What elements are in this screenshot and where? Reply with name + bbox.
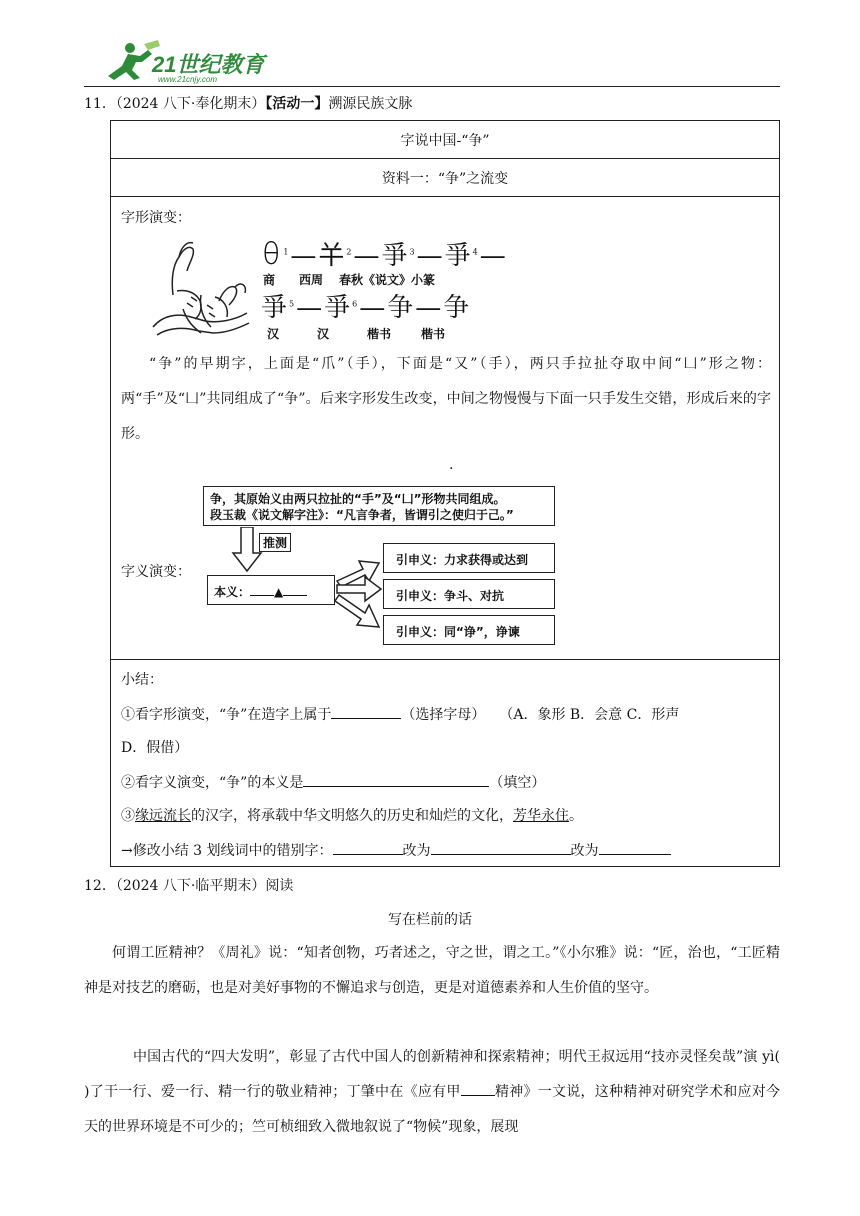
- branch-arrows-icon: [335, 547, 383, 661]
- activity-topic: 溯源民族文脉: [328, 96, 413, 112]
- summary-item-4: →修改小结 3 划线词中的错别字： 改为 改为: [121, 840, 671, 861]
- glyph-3: 爭: [381, 241, 410, 271]
- summary-title: 小结：: [121, 672, 163, 688]
- question-source: （2024 八下·奉化期末）: [115, 96, 266, 112]
- material-title: 资料一：“争”之流变: [111, 159, 780, 197]
- era-row-top: 商 西周 春秋《说文》小篆: [263, 273, 436, 287]
- question-label: 阅读: [265, 878, 294, 894]
- form-label: 字形演变：: [121, 210, 191, 226]
- activity-label: 【活动一】: [265, 96, 329, 112]
- glyph-row-bottom: 爭$^5$—爭$^6$—争—争: [261, 293, 472, 323]
- era-row-bottom: 汉 汉 楷书 楷书: [267, 327, 446, 341]
- article-paragraph-1: 何谓工匠精神？《周礼》说：“知者创物，巧者述之，守之世，谓之工。”《小尔雅》说：“匠，治也，“工匠精神是对技艺的磨砺，也是对美好事物的不懈追求与创造，更是对道德素养和人生价值的坚守。: [84, 945, 780, 996]
- meaning-label: 字义演变：: [121, 564, 191, 580]
- article-paragraph-2: 中国古代的“四大发明”，彰显了古代中国人的创新精神和探索精神；明代王叔远用“技亦灵怪矣哉”演 yì( )了干一行、爱一行、精一行的敬业精神；丁肇中在《应有甲 精神》一文说，这种精神对研究学术和应对今天的世界环境是不可少的；竺可桢细致入微地叙说了“物候”现象，展现: [84, 1049, 781, 1135]
- summary-item-3: ③缘远流长的汉字，将承载中华文明悠久的历史和灿烂的文化，芳华永住。: [121, 808, 583, 824]
- glyph-5: 爭: [261, 293, 290, 323]
- question-11-table: [110, 120, 780, 867]
- logo: [100, 36, 270, 86]
- answer-blank-1[interactable]: [331, 704, 401, 719]
- question-12-header: [84, 876, 293, 896]
- answer-blank-3[interactable]: [333, 840, 403, 855]
- glyph-8: 争: [443, 293, 472, 323]
- logo-text: 21世纪教育: [152, 52, 265, 77]
- question-number: 11．: [84, 96, 116, 112]
- answer-blank-4[interactable]: [431, 840, 571, 855]
- underlined-word-1: 缘远流长: [135, 808, 191, 824]
- glyph-row-top: ꆪ$^1$—𢆉$^2$—爭$^3$—爭$^4$—: [261, 241, 508, 271]
- question-11-header: [84, 94, 412, 114]
- question-source: （2024 八下·临平期末）: [115, 878, 266, 894]
- extended-meaning-2: 引申义：争斗、对抗: [383, 579, 555, 609]
- meaning-source-box: 争，其原始义由两只拉扯的“手”及“凵”形物共同组成。 段玉裁《说文解字注》：“凡言争者，皆谓引之使归于己。”: [203, 486, 555, 526]
- question-number: 12．: [84, 878, 116, 894]
- original-meaning-box: 本义： ▲: [207, 575, 335, 605]
- answer-blank-5[interactable]: [599, 840, 671, 855]
- extended-meaning-1: 引申义：力求获得或达到: [383, 543, 555, 573]
- glyph-7: 争: [387, 293, 416, 323]
- glyph-4: 爭: [444, 241, 473, 271]
- header-divider: [84, 86, 780, 87]
- glyph-1: ꆪ: [261, 241, 284, 271]
- extended-meaning-3: 引申义：同“诤”，诤谏: [383, 615, 555, 645]
- answer-blank-2[interactable]: [303, 772, 489, 787]
- table-title: 字说中国-“争”: [111, 121, 780, 159]
- glyph-explanation: “争”的早期字，上面是“爪”（手），下面是“又”（手），两只手拉扯夺取中间“凵”形之物：两“手”及“凵”共同组成了“争”。后来字形发生改变，中间之物慢慢与下面一只手发生交错，形成后来的字形。: [121, 356, 771, 442]
- answer-blank-6[interactable]: [461, 1081, 495, 1096]
- glyph-2: 𢆉: [318, 241, 347, 271]
- summary-item-1-option-d: D．假借）: [121, 740, 189, 756]
- summary-item-2: ②看字义演变，“争”的本义是 （填空）: [121, 772, 545, 793]
- logo-url: www.21cnjy.com: [158, 75, 217, 84]
- material-content: [111, 197, 780, 660]
- runner-icon: [100, 36, 270, 86]
- triangle-icon: ▲: [274, 585, 284, 599]
- underlined-word-2: 芳华永住: [513, 808, 569, 824]
- glyph-evolution: [261, 235, 508, 345]
- glyph-6: 爭: [324, 293, 353, 323]
- hands-pulling-illustration: [143, 235, 253, 345]
- article-title: 写在栏前的话: [388, 912, 472, 928]
- summary-section: [111, 660, 780, 867]
- stray-dot: .: [449, 457, 454, 473]
- summary-item-1: ①看字形演变，“争”在造字上属于 （选择字母） （A．象形 B．会意 C．形声: [121, 704, 679, 725]
- infer-label: 推测: [259, 533, 291, 552]
